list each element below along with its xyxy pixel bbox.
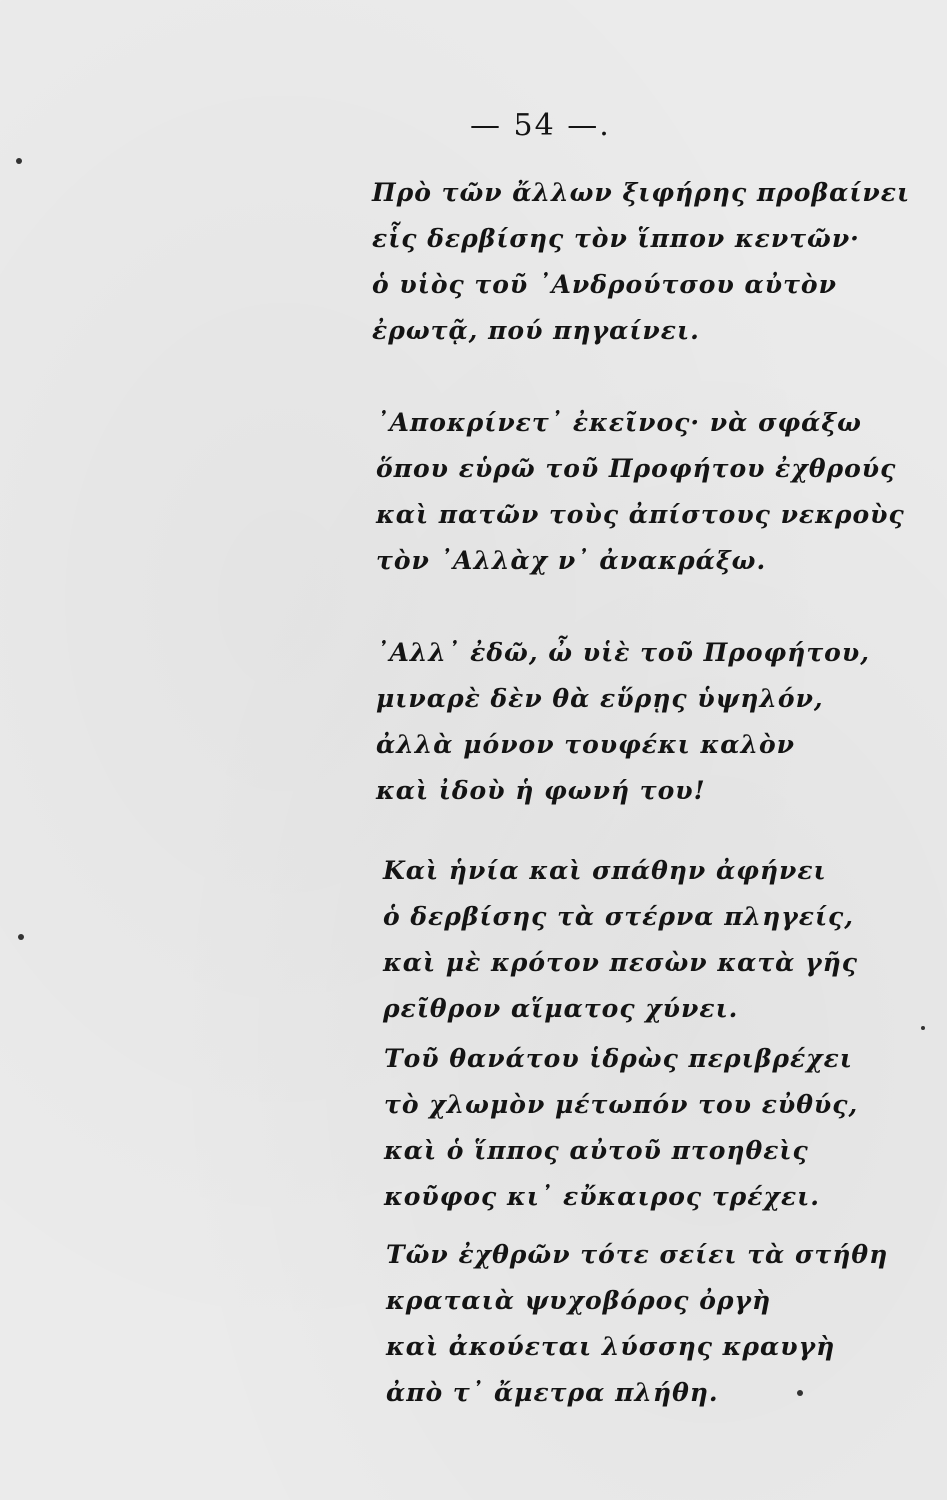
ink-speck	[921, 1026, 925, 1030]
verse-line: Καὶ ἡνία καὶ σπάθην ἀφήνει	[383, 856, 827, 885]
verse-line: ὅπου εὑρῶ τοῦ Προφήτου ἐχθρούς	[376, 454, 897, 483]
verse-line: ὁ υἱὸς τοῦ ᾿Ανδρούτσου αὐτὸν	[372, 270, 837, 299]
verse-line: Πρὸ τῶν ἄλλων ξιφήρης προβαίνει	[372, 178, 911, 207]
stanza-3	[376, 630, 870, 814]
verse-line: ὁ δερβίσης τὰ στέρνα πληγείς,	[383, 902, 854, 931]
verse-line: ἀλλὰ μόνον τουφέκι καλὸν	[376, 730, 796, 759]
stanza-4	[383, 848, 858, 1032]
verse-line: καὶ πατῶν τοὺς ἀπίστους νεκροὺς	[376, 500, 905, 529]
verse-line: Τοῦ θανάτου ἱδρὼς περιβρέχει	[384, 1044, 853, 1073]
verse-line: ἐρωτᾷ, πού πηγαίνει.	[372, 316, 700, 345]
verse-line: τὸ χλωμὸν μέτωπόν του εὐθύς,	[384, 1090, 859, 1119]
verse-line: καὶ ἀκούεται λύσσης κραυγὴ	[386, 1332, 836, 1361]
verse-line: καὶ μὲ κρότον πεσὼν κατὰ γῆς	[383, 948, 858, 977]
stanza-6	[386, 1232, 888, 1416]
verse-line: τὸν ᾿Αλλὰχ ν᾿ ἀνακράξω.	[376, 546, 767, 575]
ink-speck	[16, 158, 22, 164]
ink-speck	[797, 1390, 803, 1396]
verse-line: ᾿Αποκρίνετ᾿ ἐκεῖνος· νὰ σφάξω	[376, 408, 862, 437]
verse-line: εἷς δερβίσης τὸν ἵππον κεντῶν·	[372, 224, 860, 253]
verse-line: καὶ ἰδοὺ ἡ φωνή του!	[376, 776, 706, 805]
verse-line: Τῶν ἐχθρῶν τότε σείει τὰ στήθη	[386, 1240, 889, 1269]
ink-speck	[18, 934, 24, 940]
page-number: — 54 —.	[470, 108, 611, 143]
verse-line: κοῦφος κι᾿ εὔκαιρος τρέχει.	[384, 1182, 820, 1211]
stanza-1	[372, 170, 910, 354]
verse-line: ᾿Αλλ᾿ ἐδῶ, ὦ υἱὲ τοῦ Προφήτου,	[376, 638, 870, 667]
verse-line: ἀπὸ τ᾿ ἄμετρα πλήθη.	[386, 1378, 719, 1407]
verse-line: ρεῖθρον αἵματος χύνει.	[383, 994, 739, 1023]
verse-line: μιναρὲ δὲν θὰ εὕρῃς ὑψηλόν,	[376, 684, 824, 713]
stanza-5	[384, 1036, 858, 1220]
verse-line: καὶ ὁ ἵππος αὐτοῦ πτοηθεὶς	[384, 1136, 809, 1165]
stanza-2	[376, 400, 905, 584]
verse-line: κραταιὰ ψυχοβόρος ὀργὴ	[386, 1286, 772, 1315]
